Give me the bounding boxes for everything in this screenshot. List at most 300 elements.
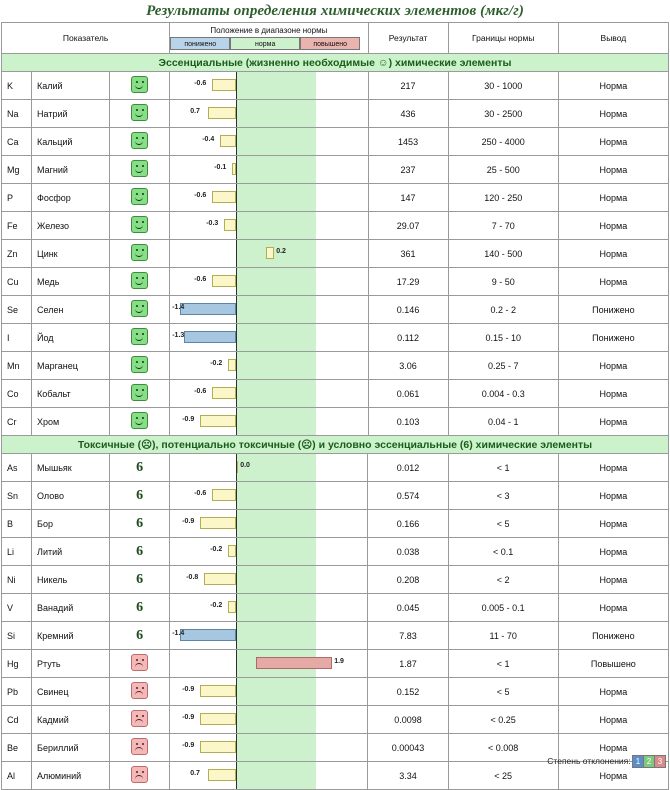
deviation-bar-cell	[170, 482, 367, 509]
element-status-icon-cell	[110, 184, 170, 212]
deviation-bar	[208, 107, 236, 119]
element-bar	[170, 324, 368, 352]
element-conclusion: Норма	[558, 538, 668, 566]
deviation-bar-label: 1.9	[334, 658, 344, 665]
deviation-bar-cell	[170, 324, 367, 351]
deviation-bar-cell	[170, 734, 367, 761]
smile-face-icon	[131, 328, 148, 345]
element-name: Алюминий	[32, 762, 110, 790]
deviation-bar	[212, 387, 236, 399]
element-name: Никель	[32, 566, 110, 594]
header-position-label: Положение в диапазоне нормы	[210, 26, 328, 35]
element-result: 361	[368, 240, 448, 268]
element-symbol: Cr	[2, 408, 32, 436]
zero-line	[236, 212, 237, 239]
deviation-legend-label: Степень отклонения:	[547, 755, 631, 766]
element-norm-range: < 3	[448, 482, 558, 510]
element-conclusion: Норма	[558, 566, 668, 594]
zero-line	[236, 324, 237, 351]
element-result: 436	[368, 100, 448, 128]
normal-range-band	[236, 408, 316, 435]
normal-range-band	[236, 594, 316, 621]
deviation-bar-cell	[170, 650, 367, 677]
element-status-icon-cell	[110, 454, 170, 482]
element-result: 0.166	[368, 510, 448, 538]
deviation-bar-label: -0.9	[182, 518, 195, 525]
element-norm-range: 30 - 2500	[448, 100, 558, 128]
element-conclusion: Норма	[558, 482, 668, 510]
element-symbol: Al	[2, 762, 32, 790]
element-status-icon-cell	[110, 268, 170, 296]
deviation-bar-cell	[170, 212, 367, 239]
element-norm-range: < 5	[448, 510, 558, 538]
deviation-bar-cell	[170, 128, 367, 155]
element-status-icon-cell	[110, 510, 170, 538]
header-position	[170, 23, 368, 54]
deviation-bar	[228, 545, 236, 557]
element-status-icon-cell	[110, 482, 170, 510]
deviation-bar-cell	[170, 184, 367, 211]
element-bar	[170, 268, 368, 296]
table-row	[2, 454, 669, 482]
element-result: 0.152	[368, 678, 448, 706]
element-conclusion: Понижено	[558, 622, 668, 650]
element-symbol: P	[2, 184, 32, 212]
element-conclusion: Норма	[558, 268, 668, 296]
element-bar	[170, 408, 368, 436]
table-row	[2, 296, 669, 324]
element-norm-range: < 5	[448, 678, 558, 706]
section-header-toxic	[2, 436, 669, 454]
smile-face-icon	[131, 356, 148, 373]
element-symbol: Na	[2, 100, 32, 128]
element-name: Медь	[32, 268, 110, 296]
zero-line	[236, 296, 237, 323]
deviation-bar-cell	[170, 268, 367, 295]
element-status-icon-cell	[110, 678, 170, 706]
smile-face-icon	[131, 76, 148, 93]
section-label-toxic: Токсичные (☹), потенциально токсичные (☹) и условно эссенциальные (6) химические элементы	[77, 438, 593, 451]
element-symbol: B	[2, 510, 32, 538]
section-label-essential: Эссенциальные (жизненно необходимые ☺) химические элементы	[2, 54, 669, 72]
element-symbol: Ca	[2, 128, 32, 156]
zero-line	[236, 72, 237, 99]
element-name: Фосфор	[32, 184, 110, 212]
table-row	[2, 128, 669, 156]
smile-face-icon	[131, 104, 148, 121]
element-bar	[170, 240, 368, 268]
deviation-bar-label: -0.6	[194, 192, 207, 199]
element-conclusion: Норма	[558, 128, 668, 156]
element-name: Марганец	[32, 352, 110, 380]
element-norm-range: < 0.1	[448, 538, 558, 566]
element-norm-range: 0.04 - 1	[448, 408, 558, 436]
range-legend	[170, 37, 367, 50]
element-bar	[170, 380, 368, 408]
smile-face-icon	[131, 216, 148, 233]
normal-range-band	[236, 538, 316, 565]
deviation-bar	[224, 219, 236, 231]
element-status-icon-cell	[110, 324, 170, 352]
zero-line	[236, 566, 237, 593]
element-result: 0.0098	[368, 706, 448, 734]
header-conclusion: Вывод	[558, 23, 668, 54]
normal-range-band	[236, 184, 316, 211]
deviation-bar-label: -0.9	[182, 686, 195, 693]
element-bar	[170, 212, 368, 240]
table-row	[2, 622, 669, 650]
essential-marker-icon: 6	[136, 460, 144, 475]
element-symbol: Zn	[2, 240, 32, 268]
table-row	[2, 538, 669, 566]
normal-range-band	[236, 734, 316, 761]
table-row	[2, 100, 669, 128]
element-conclusion: Норма	[558, 240, 668, 268]
smile-face-icon	[131, 244, 148, 261]
element-symbol: Fe	[2, 212, 32, 240]
section-header-essential	[2, 54, 669, 72]
element-bar	[170, 706, 368, 734]
element-norm-range: 0.005 - 0.1	[448, 594, 558, 622]
zero-line	[236, 538, 237, 565]
element-name: Йод	[32, 324, 110, 352]
header-indicator: Показатель	[2, 23, 170, 54]
zero-line	[236, 156, 237, 183]
element-symbol: Se	[2, 296, 32, 324]
sad-face-icon	[131, 710, 148, 727]
element-bar	[170, 296, 368, 324]
element-conclusion: Повышено	[558, 650, 668, 678]
element-name: Ртуть	[32, 650, 110, 678]
element-bar	[170, 566, 368, 594]
normal-range-band	[236, 352, 316, 379]
element-bar	[170, 650, 368, 678]
deviation-bar-label: 0.7	[190, 770, 200, 777]
element-status-icon-cell	[110, 296, 170, 324]
deviation-bar	[200, 415, 236, 427]
range-low: понижено	[170, 37, 230, 50]
element-bar	[170, 678, 368, 706]
element-status-icon-cell	[110, 408, 170, 436]
element-conclusion: Понижено	[558, 324, 668, 352]
element-name: Калий	[32, 72, 110, 100]
element-norm-range: 9 - 50	[448, 268, 558, 296]
deviation-bar-cell	[170, 156, 367, 183]
element-norm-range: < 1	[448, 454, 558, 482]
deviation-bar-label: -0.9	[182, 714, 195, 721]
element-conclusion: Норма	[558, 72, 668, 100]
deviation-bar-cell	[170, 454, 367, 481]
deviation-bar-label: -1.4	[172, 630, 185, 637]
normal-range-band	[236, 622, 316, 649]
element-status-icon-cell	[110, 734, 170, 762]
element-status-icon-cell	[110, 650, 170, 678]
zero-line	[236, 128, 237, 155]
element-result: 17.29	[368, 268, 448, 296]
normal-range-band	[236, 156, 316, 183]
element-status-icon-cell	[110, 762, 170, 790]
element-conclusion: Норма	[558, 762, 668, 790]
element-result: 0.574	[368, 482, 448, 510]
element-symbol: Pb	[2, 678, 32, 706]
deviation-bar-label: -0.9	[182, 742, 195, 749]
table-row	[2, 380, 669, 408]
normal-range-band	[236, 482, 316, 509]
element-symbol: Cd	[2, 706, 32, 734]
deviation-bar	[212, 79, 236, 91]
table-row	[2, 352, 669, 380]
element-norm-range: 25 - 500	[448, 156, 558, 184]
zero-line	[236, 380, 237, 407]
zero-line	[236, 678, 237, 705]
normal-range-band	[236, 296, 316, 323]
element-name: Литий	[32, 538, 110, 566]
deviation-bar	[212, 275, 236, 287]
element-bar	[170, 762, 368, 790]
element-norm-range: < 25	[448, 762, 558, 790]
deviation-level-2: 2	[643, 755, 655, 768]
deviation-bar-cell	[170, 678, 367, 705]
deviation-bar-cell	[170, 352, 367, 379]
element-result: 217	[368, 72, 448, 100]
deviation-bar-label: -0.2	[210, 546, 223, 553]
element-conclusion: Норма	[558, 678, 668, 706]
smile-face-icon	[131, 188, 148, 205]
element-name: Хром	[32, 408, 110, 436]
smile-face-icon	[131, 384, 148, 401]
deviation-bar-label: -0.6	[194, 388, 207, 395]
deviation-bar	[180, 629, 236, 641]
element-name: Цинк	[32, 240, 110, 268]
element-status-icon-cell	[110, 706, 170, 734]
table-row	[2, 482, 669, 510]
normal-range-band	[236, 72, 316, 99]
zero-line	[236, 734, 237, 761]
element-bar	[170, 100, 368, 128]
sad-face-icon	[131, 738, 148, 755]
element-symbol: Si	[2, 622, 32, 650]
element-name: Мышьяк	[32, 454, 110, 482]
element-result: 0.012	[368, 454, 448, 482]
smile-face-icon	[131, 412, 148, 429]
element-name: Бериллий	[32, 734, 110, 762]
element-result: 0.045	[368, 594, 448, 622]
element-norm-range: < 0.008	[448, 734, 558, 762]
table-row	[2, 408, 669, 436]
element-result: 0.061	[368, 380, 448, 408]
essential-marker-icon: 6	[136, 628, 144, 643]
element-name: Кальций	[32, 128, 110, 156]
deviation-bar-label: -0.4	[202, 136, 215, 143]
element-conclusion: Норма	[558, 594, 668, 622]
table-row	[2, 650, 669, 678]
element-result: 29.07	[368, 212, 448, 240]
range-norm: норма	[230, 37, 300, 50]
element-status-icon-cell	[110, 538, 170, 566]
element-norm-range: 140 - 500	[448, 240, 558, 268]
zero-line	[236, 240, 237, 267]
zero-line	[236, 408, 237, 435]
deviation-bar	[220, 135, 236, 147]
deviation-bar-cell	[170, 100, 367, 127]
deviation-bar-cell	[170, 566, 367, 593]
smile-face-icon	[131, 132, 148, 149]
element-conclusion: Норма	[558, 380, 668, 408]
element-norm-range: 0.004 - 0.3	[448, 380, 558, 408]
deviation-bar-label: -0.6	[194, 490, 207, 497]
element-symbol: As	[2, 454, 32, 482]
element-conclusion: Норма	[558, 352, 668, 380]
element-bar	[170, 482, 368, 510]
element-result: 0.146	[368, 296, 448, 324]
element-result: 1.87	[368, 650, 448, 678]
zero-line	[236, 482, 237, 509]
zero-line	[236, 510, 237, 537]
element-bar	[170, 128, 368, 156]
deviation-bar	[204, 573, 236, 585]
deviation-bar	[200, 685, 236, 697]
element-symbol: Co	[2, 380, 32, 408]
element-name: Ванадий	[32, 594, 110, 622]
element-result: 3.34	[368, 762, 448, 790]
element-bar	[170, 538, 368, 566]
table-row	[2, 184, 669, 212]
deviation-bar-label: 0.0	[240, 462, 250, 469]
deviation-bar-cell	[170, 72, 367, 99]
element-status-icon-cell	[110, 72, 170, 100]
table-row	[2, 156, 669, 184]
deviation-level-3: 3	[654, 755, 666, 768]
element-name: Олово	[32, 482, 110, 510]
element-norm-range: 7 - 70	[448, 212, 558, 240]
zero-line	[236, 454, 237, 481]
elements-table	[1, 22, 669, 436]
element-bar	[170, 622, 368, 650]
normal-range-band	[236, 706, 316, 733]
deviation-bar-label: 0.2	[276, 248, 286, 255]
normal-range-band	[236, 380, 316, 407]
element-norm-range: < 1	[448, 650, 558, 678]
element-bar	[170, 594, 368, 622]
normal-range-band	[236, 678, 316, 705]
element-symbol: Ni	[2, 566, 32, 594]
element-bar	[170, 510, 368, 538]
essential-marker-icon: 6	[136, 572, 144, 587]
smile-face-icon	[131, 272, 148, 289]
element-symbol: I	[2, 324, 32, 352]
element-symbol: Be	[2, 734, 32, 762]
table-row	[2, 72, 669, 100]
deviation-bar-cell	[170, 594, 367, 621]
sad-face-icon	[131, 654, 148, 671]
element-result: 3.06	[368, 352, 448, 380]
sad-face-icon	[131, 766, 148, 783]
deviation-bar-cell	[170, 296, 367, 323]
element-norm-range: 120 - 250	[448, 184, 558, 212]
deviation-bar-cell	[170, 538, 367, 565]
table-row	[2, 324, 669, 352]
zero-line	[236, 650, 237, 677]
deviation-bar-label: -0.9	[182, 416, 195, 423]
element-symbol: Sn	[2, 482, 32, 510]
element-symbol: Mn	[2, 352, 32, 380]
element-result: 0.038	[368, 538, 448, 566]
smile-face-icon	[131, 160, 148, 177]
element-bar	[170, 156, 368, 184]
deviation-bar	[266, 247, 274, 259]
deviation-bar	[212, 489, 236, 501]
deviation-bar	[200, 713, 236, 725]
element-symbol: V	[2, 594, 32, 622]
element-norm-range: 11 - 70	[448, 622, 558, 650]
element-symbol: Mg	[2, 156, 32, 184]
element-status-icon-cell	[110, 566, 170, 594]
element-status-icon-cell	[110, 100, 170, 128]
element-status-icon-cell	[110, 380, 170, 408]
zero-line	[236, 622, 237, 649]
zero-line	[236, 762, 237, 789]
element-bar	[170, 184, 368, 212]
element-name: Кадмий	[32, 706, 110, 734]
element-symbol: K	[2, 72, 32, 100]
deviation-bar-label: -0.2	[210, 360, 223, 367]
essential-marker-icon: 6	[136, 544, 144, 559]
deviation-bar	[200, 517, 236, 529]
deviation-bar-cell	[170, 510, 367, 537]
deviation-bar-label: 0.7	[190, 108, 200, 115]
element-status-icon-cell	[110, 156, 170, 184]
deviation-bar	[184, 331, 236, 343]
element-result: 0.112	[368, 324, 448, 352]
table-row	[2, 566, 669, 594]
element-norm-range: 30 - 1000	[448, 72, 558, 100]
zero-line	[236, 594, 237, 621]
deviation-level-1: 1	[632, 755, 644, 768]
deviation-bar-label: -1.4	[172, 304, 185, 311]
element-norm-range: 0.2 - 2	[448, 296, 558, 324]
zero-line	[236, 100, 237, 127]
element-conclusion: Норма	[558, 184, 668, 212]
normal-range-band	[236, 128, 316, 155]
element-name: Свинец	[32, 678, 110, 706]
normal-range-band	[236, 510, 316, 537]
element-conclusion: Понижено	[558, 296, 668, 324]
zero-line	[236, 184, 237, 211]
element-norm-range: < 0.25	[448, 706, 558, 734]
deviation-bar-label: -0.8	[186, 574, 199, 581]
sad-face-icon	[131, 682, 148, 699]
deviation-bar	[208, 769, 236, 781]
deviation-bar-cell	[170, 706, 367, 733]
deviation-bar	[228, 601, 236, 613]
element-bar	[170, 72, 368, 100]
deviation-legend	[547, 755, 666, 768]
element-norm-range: 0.25 - 7	[448, 352, 558, 380]
element-status-icon-cell	[110, 622, 170, 650]
normal-range-band	[236, 762, 316, 789]
element-name: Натрий	[32, 100, 110, 128]
essential-marker-icon: 6	[136, 600, 144, 615]
deviation-bar-label: -0.1	[214, 164, 227, 171]
zero-line	[236, 268, 237, 295]
element-status-icon-cell	[110, 128, 170, 156]
deviation-bar-label: -0.6	[194, 80, 207, 87]
table-header-row	[2, 23, 669, 54]
deviation-bar-cell	[170, 240, 367, 267]
element-conclusion: Норма	[558, 454, 668, 482]
element-result: 0.208	[368, 566, 448, 594]
deviation-bar-cell	[170, 762, 367, 789]
